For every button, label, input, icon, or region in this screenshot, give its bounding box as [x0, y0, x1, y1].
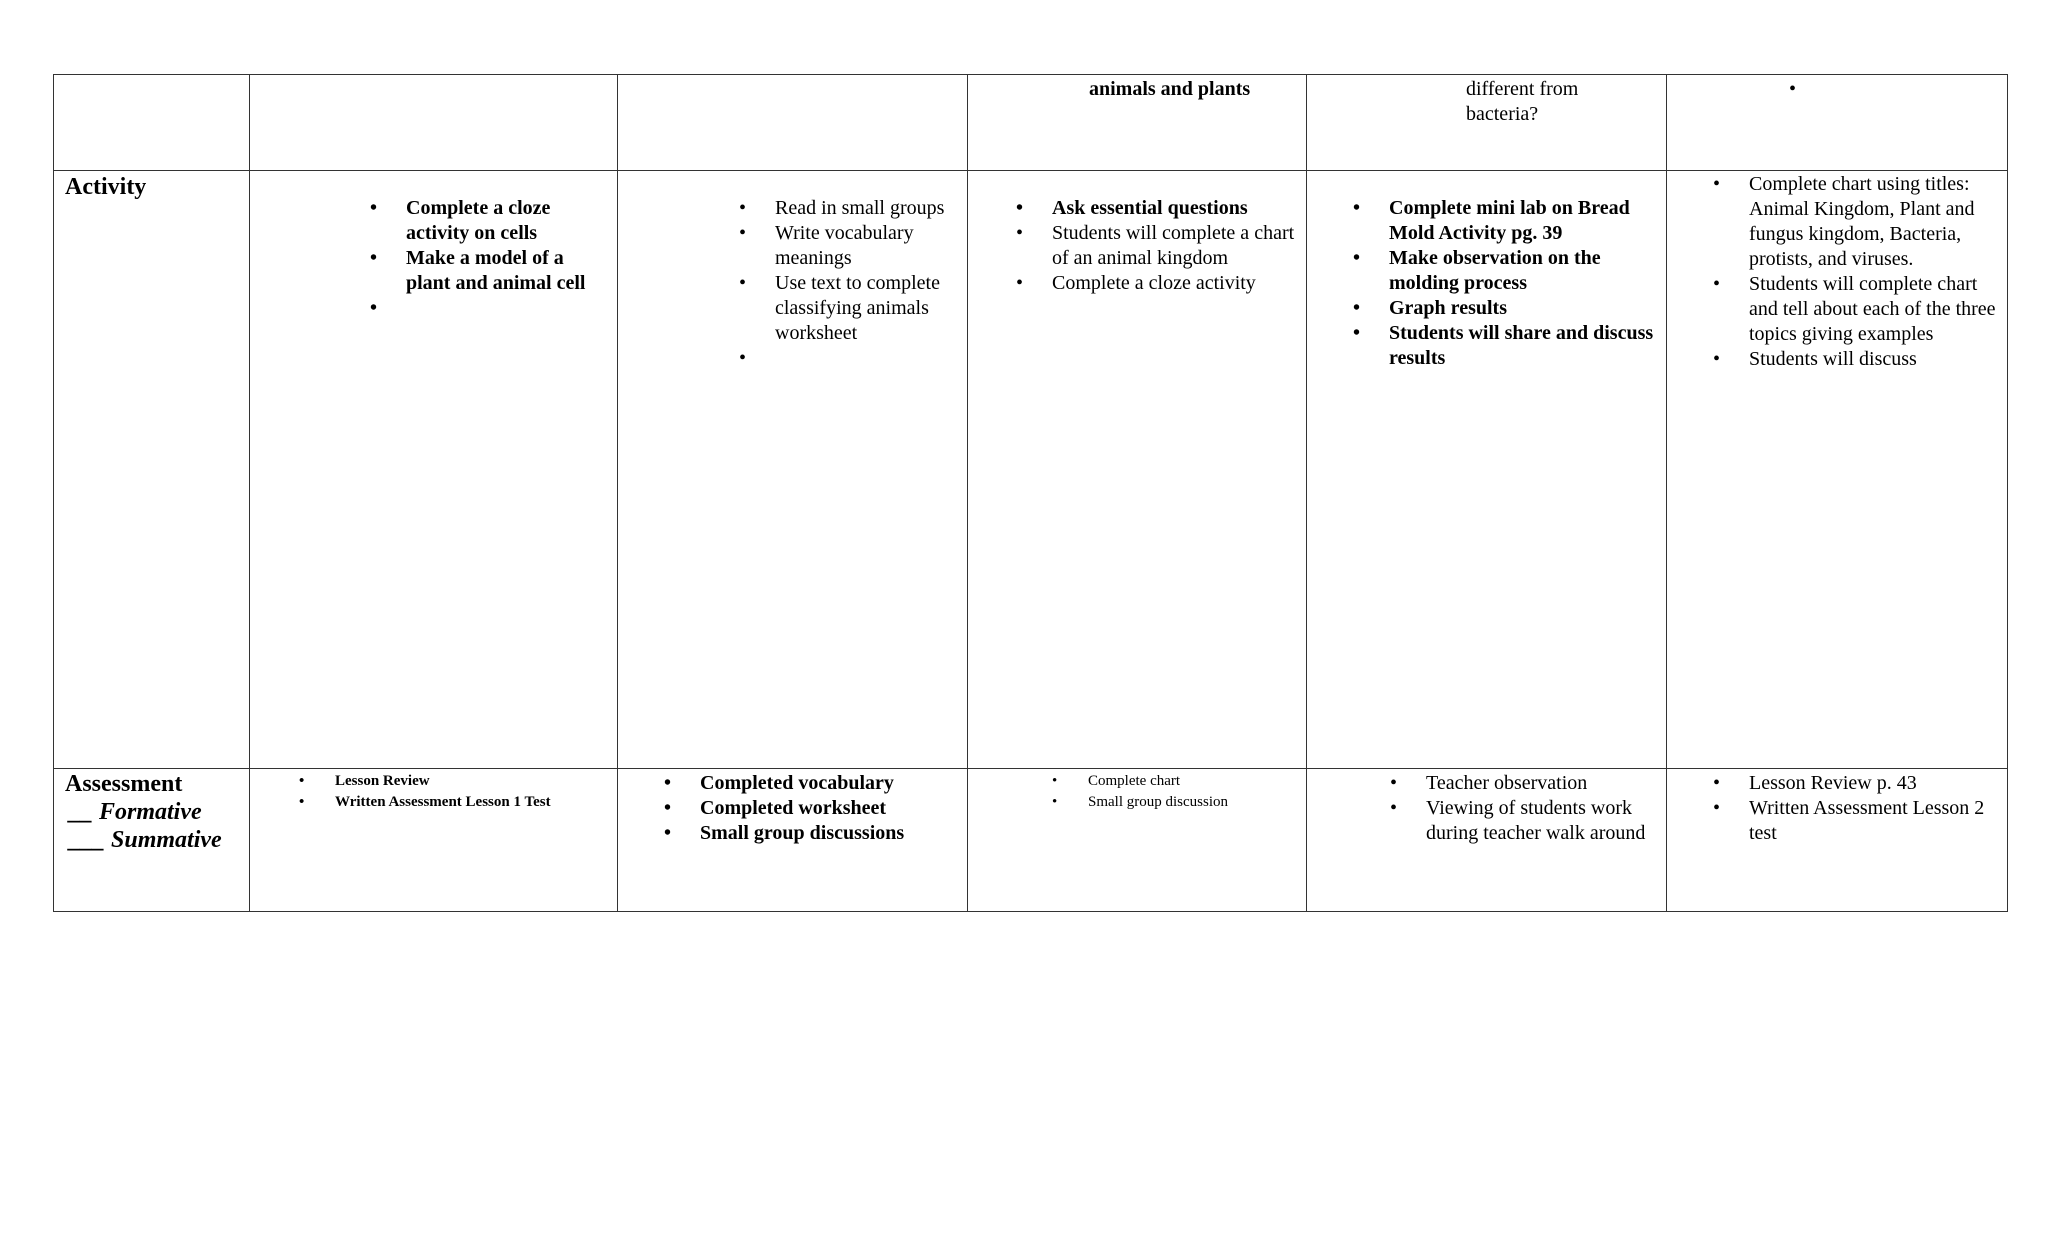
activity-header-cell: [54, 171, 250, 769]
activity-list-3: [618, 171, 967, 371]
list-item: [370, 296, 607, 321]
summative-label: ___ Summative: [69, 827, 222, 853]
list-item: [739, 346, 959, 371]
assessment-cell-2: [250, 769, 618, 912]
assessment-header-cell: [54, 769, 250, 912]
continued-row-header-cell: [54, 75, 250, 171]
list-item: • Complete mini lab on Bread Mold Activity pg. 39: [1353, 196, 1656, 246]
list-item: • Make observation on the molding process: [1353, 246, 1656, 296]
list-item: • Read in small groups: [739, 196, 959, 221]
assessment-list-2: [250, 769, 617, 813]
list-item: • Students will complete a chart of an animal kingdom: [1016, 221, 1300, 271]
assessment-list-3: [618, 769, 967, 846]
list-item: • Complete a cloze activity on cells: [370, 196, 607, 246]
continued-row-cell-6: [1667, 75, 2008, 171]
list-item: • Complete chart using titles: Animal Kingdom, Plant and fungus kingdom, Bacteria, protists, and viruses.: [1713, 172, 2001, 272]
list-item: • Students will discuss: [1713, 347, 2001, 372]
activity-cell-3: [618, 171, 968, 769]
list-item: • Completed vocabulary: [664, 771, 961, 796]
continued-text-bacteria-question: different from bacteria?: [1466, 78, 1579, 125]
list-item: • Completed worksheet: [664, 796, 961, 821]
lesson-plan-table: [53, 74, 2008, 912]
list-item: • Graph results: [1353, 296, 1656, 321]
list-item: • Teacher observation: [1390, 771, 1660, 796]
assessment-row: [54, 769, 2008, 912]
activity-list-4: [968, 171, 1306, 296]
assessment-list-4: [968, 769, 1306, 813]
list-item: • Written Assessment Lesson 1 Test: [299, 792, 611, 813]
activity-cell-4: [968, 171, 1307, 769]
list-item: • Small group discussion: [1052, 792, 1300, 813]
list-item: • Students will complete chart and tell about each of the three topics giving examples: [1713, 272, 2001, 347]
list-item: • Complete a cloze activity: [1016, 271, 1300, 296]
activity-cell-5: [1307, 171, 1667, 769]
list-item: [1789, 77, 2007, 102]
list-item: • Write vocabulary meanings: [739, 221, 959, 271]
continued-row-cell-4: [968, 75, 1307, 171]
formative-label: __ Formative: [69, 799, 202, 825]
continued-row-cell-5: [1307, 75, 1667, 171]
activity-list-6: [1667, 171, 2007, 372]
list-item: • Complete chart: [1052, 771, 1300, 792]
assessment-cell-6: [1667, 769, 2008, 912]
list-item: • Ask essential questions: [1016, 196, 1300, 221]
assessment-list-5: [1307, 769, 1666, 846]
continued-text-animals-plants: animals and plants: [1089, 78, 1251, 100]
continued-row: [54, 75, 2008, 171]
list-item: • Lesson Review p. 43: [1713, 771, 2001, 796]
continued-row-cell-3: [618, 75, 968, 171]
list-item: • Use text to complete classifying animals worksheet: [739, 271, 959, 346]
activity-list-5: [1307, 171, 1666, 371]
activity-row: [54, 171, 2008, 769]
activity-heading: Activity: [65, 174, 147, 200]
activity-cell-2: [250, 171, 618, 769]
list-item: • Students will share and discuss results: [1353, 321, 1656, 371]
list-item: • Written Assessment Lesson 2 test: [1713, 796, 2001, 846]
list-item: • Make a model of a plant and animal cell: [370, 246, 607, 296]
assessment-cell-3: [618, 769, 968, 912]
list-item: • Small group discussions: [664, 821, 961, 846]
activity-cell-6: [1667, 171, 2008, 769]
assessment-list-6: [1667, 769, 2007, 846]
activity-list-2: [250, 171, 617, 321]
list-item: • Viewing of students work during teacher walk around: [1390, 796, 1660, 846]
continued-row-cell-2: [250, 75, 618, 171]
list-item: • Lesson Review: [299, 771, 611, 792]
assessment-cell-5: [1307, 769, 1667, 912]
assessment-heading: Assessment: [65, 771, 183, 797]
continued-bullet-list: [1667, 75, 2007, 102]
assessment-cell-4: [968, 769, 1307, 912]
